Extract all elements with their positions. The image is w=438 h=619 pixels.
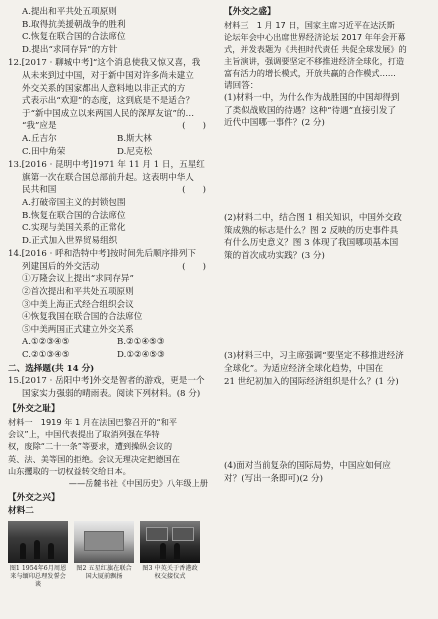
q13-line: 旗第一次在联合国总部前升起。这表明中华人: [22, 172, 194, 183]
block-title-shame: 【外交之耻】: [8, 404, 60, 415]
question-14: [8, 248, 212, 361]
material-3-line: 式，并发表题为《共担时代责任 共促全球发展》的: [224, 44, 407, 54]
q12-option-a: A.丘吉尔: [22, 133, 57, 144]
q11-option-d: D.提出“求同存异”的方针: [22, 44, 118, 55]
material-1-line: 英、法、美等国的拒绝。会议无理决定把德国在: [8, 453, 180, 464]
sub-question-2-line: 策成熟的标志是什么？图 2 反映的历史事件具: [224, 225, 399, 236]
sub-question-3-line: 21 世纪初加入的国际经济组织是什么？(1 分): [224, 376, 399, 387]
block-title-rise: 【外交之兴】: [8, 493, 60, 504]
answer-space[interactable]: [224, 388, 430, 460]
q12-line: 12.[2017 · 聊城中考]“这个消息使我又惊又喜，我: [8, 58, 201, 69]
q11-options: [8, 6, 212, 56]
sub-question-2-line: 策的首次成功实践？(3 分): [224, 250, 325, 261]
sub-question-3-line: 全球化”。为适应经济全球化趋势，中国在: [224, 363, 384, 374]
material-1-source: ——岳麓书社《中国历史》八年级上册: [68, 478, 208, 489]
q12-options-row: [8, 146, 212, 159]
sub-question-4-line: 对？(写出一条即可)(2 分): [224, 473, 323, 484]
answer-space[interactable]: [224, 485, 430, 535]
sub-question-3: [224, 350, 430, 388]
material-1-line: 权，废除“二十一条”等要求，遭到操纵会议的: [8, 441, 173, 452]
q12-stem-end: “我”应是: [22, 121, 57, 132]
material-1-line: 山东攫取的一切权益转交给日本。: [8, 465, 131, 476]
q14-item: ④恢复我国在联合国的合法席位: [22, 312, 143, 323]
material-3: [224, 19, 430, 80]
question-13: [8, 159, 212, 247]
material-3-line: 论坛年会中心出席世界经济论坛 2017 年年会开幕: [224, 31, 406, 42]
answer-space[interactable]: [224, 130, 430, 212]
question-15: [8, 375, 212, 400]
q13-option-b: B.恢复在联合国的合法席位: [22, 210, 126, 221]
q12-line: [8, 120, 212, 133]
sub-question-2: [224, 212, 430, 262]
sub-question-4: [224, 460, 430, 485]
material-3-line: 富有活力的增长模式，开放共赢的合作模式……: [224, 68, 396, 79]
material-3-line: 材料三 1 月 17 日，国家主席习近平在达沃斯: [224, 19, 395, 30]
material-3-line: 主旨演讲，强调要坚定不移推进经济全球化，打造: [224, 56, 405, 67]
q12-option-b: B.斯大林: [117, 133, 152, 144]
q12-option-d: D.尼克松: [117, 146, 153, 157]
q14-item: ③中美上海正式经合组织会议: [22, 299, 134, 310]
q15-line: 国家实力强弱的晴雨表。阅读下列材料。(8 分): [22, 388, 201, 399]
photo-zhou-enlai-talks: [8, 521, 68, 563]
q13-option-a: A.打破帝国主义的封锁包围: [22, 197, 126, 208]
right-column: [224, 6, 430, 535]
left-column: [8, 6, 212, 589]
q14-options-row: [8, 349, 212, 362]
sub-question-2-line: (2)材料二中，结合图 1 相关知识，中国外交政: [224, 212, 402, 223]
q14-item: ①万隆会议上提出“求同存异”: [22, 274, 134, 285]
photo-hongkong-handover: [140, 521, 200, 563]
q14-option-d: D.①②④⑤③: [117, 350, 165, 361]
q14-option-b: B.②①④⑤③: [117, 337, 165, 348]
sub-question-1-line: 了类似战败国的待遇？这种“待遇”直接引发了: [224, 105, 397, 116]
q14-item: ⑤中美两国正式建立外交关系: [22, 324, 134, 335]
material-2-label: 材料二: [8, 505, 34, 516]
q14-item: ②首次提出和平共处五项原则: [22, 287, 134, 298]
q14-line: [8, 261, 212, 274]
figure-2-caption: 图2 五星红旗在联合国大厦前飘扬: [76, 565, 132, 581]
answer-space[interactable]: [224, 262, 430, 350]
section-heading: 二、选择题(共 14 分): [8, 363, 95, 374]
q12-option-c: C.田中角荣: [22, 146, 66, 157]
q11-option-c: C.恢复在联合国的合法席位: [22, 32, 126, 43]
figure-1: [8, 521, 68, 589]
q12-options-row: [8, 133, 212, 146]
material-1-line: 会议”上，中国代表提出了取消列强在华特: [8, 429, 160, 440]
sub-question-4-line: (4)面对当前复杂的国际局势，中国应如何应: [224, 461, 391, 472]
q14-line: 14.[2016 · 呼和浩特中考]按时间先后顺序排列下: [8, 249, 196, 260]
q12-line: 式表示出“欢迎”的态度，这到底是不是适合？: [22, 96, 195, 107]
answer-prompt: 请回答：: [224, 80, 259, 91]
answer-paren: ( ): [182, 261, 206, 272]
block-title-prosperity: 【外交之盛】: [224, 7, 276, 17]
q12-line: 于“新中国成立以来两国人民的深厚友谊”的…: [22, 108, 195, 119]
sub-question-1: [224, 92, 430, 130]
q13-stem-end: 民共和国: [22, 185, 57, 196]
photo-un-building-flag: [74, 521, 134, 563]
figure-3: [140, 521, 200, 589]
q14-option-c: C.②①③④⑤: [22, 350, 70, 361]
sub-question-1-line: 近代中国哪一事件？(2 分): [224, 118, 325, 129]
q11-option-a: A.提出和平共处五项原则: [22, 7, 117, 17]
answer-paren: ( ): [182, 185, 206, 196]
q13-line: 13.[2016 · 昆明中考]1971 年 11 月 1 日，五星红: [8, 160, 205, 171]
material-1-line: 材料一 1919 年 1 月在法国巴黎召开的“和平: [8, 417, 178, 427]
q12-line: 从未来到过中国，对于新中国对许多尚未建立: [22, 70, 194, 81]
q11-option-b: B.取得抗美援朝战争的胜利: [22, 19, 126, 30]
q13-option-d: D.正式加入世界贸易组织: [22, 235, 118, 246]
figure-1-caption: 图1 1954年6月周恩来与缅印总理发誓会谈: [9, 565, 67, 589]
q15-line: 15.[2017 · 岳阳中考]外交是智者的游戏，更是一个: [8, 376, 205, 387]
figure-3-caption: 图3 中英关于香港政权交接仪式: [142, 565, 198, 581]
question-12: [8, 57, 212, 158]
q14-stem-end: 列建国后的外交活动: [22, 261, 100, 272]
sub-question-1-line: (1)材料一中，为什么作为战胜国的中国却得到: [224, 93, 400, 104]
material-2-images: [8, 521, 212, 589]
sub-question-3-line: (3)材料三中，习主席强调“要坚定不移推进经济: [224, 351, 404, 362]
q14-option-a: A.①②③④⑤: [22, 337, 70, 348]
q13-option-c: C.实现与美国关系的正常化: [22, 223, 126, 234]
sub-question-2-line: 有什么历史意义？图 3 体现了我国哪项基本国: [224, 238, 399, 249]
q14-options-row: [8, 336, 212, 349]
answer-paren: ( ): [182, 121, 206, 132]
q13-line: [8, 184, 212, 197]
material-1: [8, 416, 212, 489]
q12-line: 外交关系的国家都出人意料地以非正式的方: [22, 83, 186, 94]
figure-2: [74, 521, 134, 589]
